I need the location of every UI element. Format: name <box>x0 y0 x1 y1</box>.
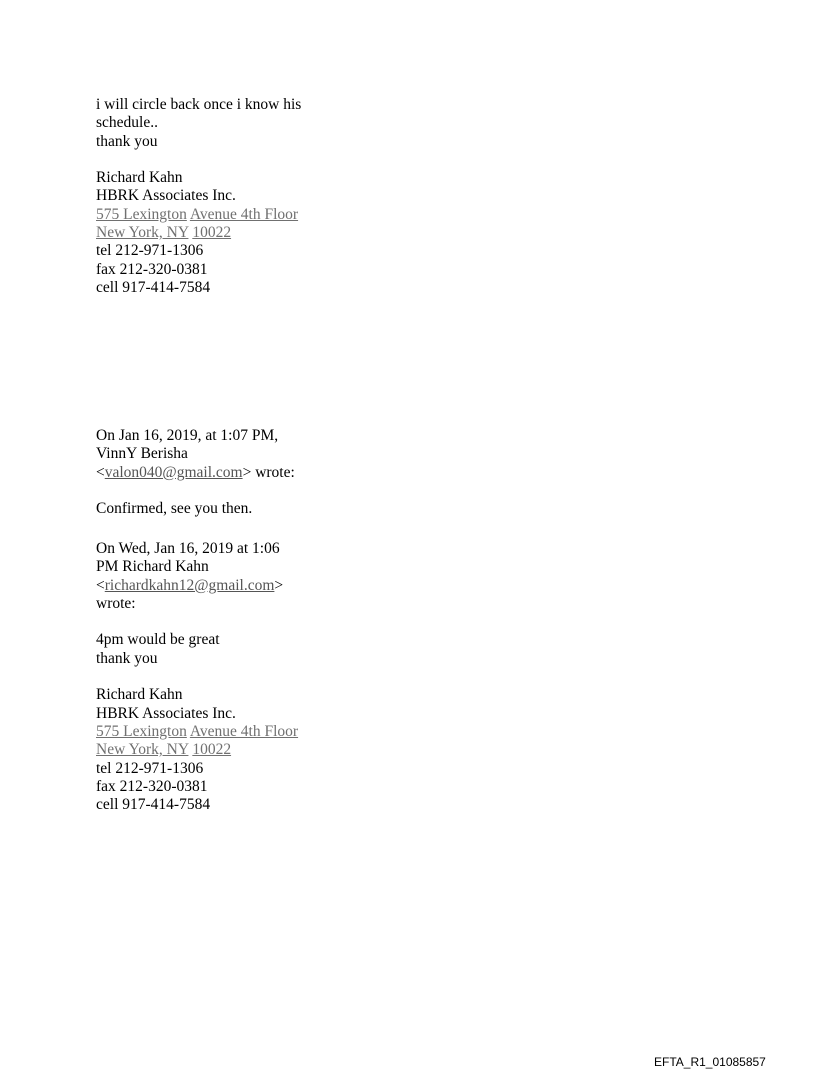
street-link[interactable]: Avenue 4th Floor <box>189 722 299 740</box>
reply-header: On Jan 16, 2019, at 1:07 PM, <box>96 427 279 444</box>
signature-name: Richard Kahn <box>96 686 183 704</box>
street-link[interactable]: Avenue 4th Floor <box>189 205 299 223</box>
signature-fax: fax 212-320-0381 <box>96 777 208 795</box>
body-line: schedule.. <box>96 114 158 132</box>
signature-cell: cell 917-414-7584 <box>96 278 211 296</box>
quoted-reply-vinny <box>96 427 336 518</box>
street-link[interactable]: 575 Lexington <box>96 205 187 223</box>
body-line: thank you <box>96 649 158 667</box>
city-link[interactable]: New York, NY <box>96 224 189 242</box>
street-link[interactable]: 575 Lexington <box>96 722 187 740</box>
signature-company: HBRK Associates Inc. <box>96 187 236 205</box>
signature-tel: tel 212-971-1306 <box>96 759 204 777</box>
city-link[interactable]: New York, NY <box>96 741 189 759</box>
zip-link[interactable]: 10022 <box>192 224 232 242</box>
reply-email-line: <valon040@gmail.com> wrote: <box>96 463 295 481</box>
signature-city <box>96 224 336 242</box>
body-line: thank you <box>96 132 158 150</box>
message-body-first <box>96 96 336 297</box>
reply-wrote: wrote: <box>96 594 136 612</box>
quoted-reply-richard <box>96 540 336 814</box>
body-line: i will circle back once i know his <box>96 96 302 113</box>
signature-street <box>96 206 336 224</box>
reply-body: Confirmed, see you then. <box>96 500 253 518</box>
signature-city <box>96 741 336 759</box>
signature-cell: cell 917-414-7584 <box>96 796 211 814</box>
reply-email-line: <richardkahn12@gmail.com> <box>96 576 284 594</box>
email-link[interactable]: valon040@gmail.com <box>104 463 243 481</box>
reply-sender: PM Richard Kahn <box>96 558 209 576</box>
body-line: 4pm would be great <box>96 631 220 649</box>
reply-header: On Wed, Jan 16, 2019 at 1:06 <box>96 540 280 557</box>
signature-street <box>96 723 336 741</box>
zip-link[interactable]: 10022 <box>192 741 232 759</box>
document-id: EFTA_R1_01085857 <box>654 1055 766 1069</box>
signature-company: HBRK Associates Inc. <box>96 704 236 722</box>
signature-name: Richard Kahn <box>96 169 183 187</box>
signature-tel: tel 212-971-1306 <box>96 242 204 260</box>
signature-fax: fax 212-320-0381 <box>96 260 208 278</box>
reply-sender: VinnY Berisha <box>96 445 188 463</box>
email-link[interactable]: richardkahn12@gmail.com <box>104 576 275 594</box>
